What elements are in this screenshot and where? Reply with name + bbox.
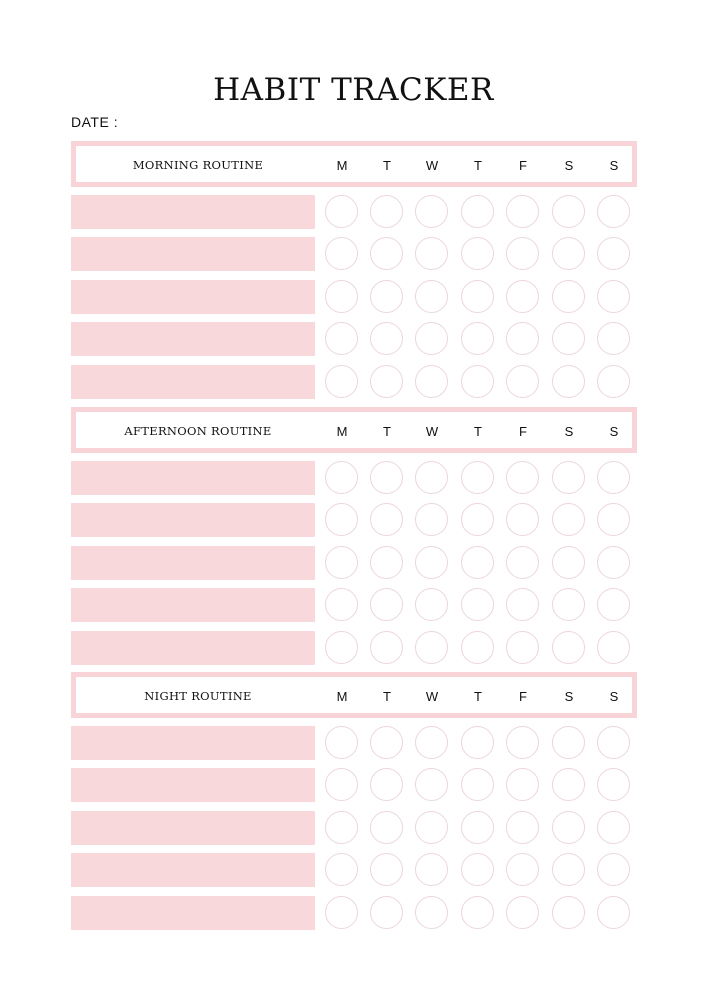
day-label-sun: S (609, 158, 619, 173)
day-checkbox-tue[interactable] (370, 322, 403, 355)
day-checkbox-mon[interactable] (325, 280, 358, 313)
day-checkbox-wed[interactable] (415, 237, 448, 270)
day-checkbox-fri[interactable] (506, 237, 539, 270)
day-checkbox-fri[interactable] (506, 461, 539, 494)
day-checkbox-wed[interactable] (415, 365, 448, 398)
day-checkbox-sat[interactable] (552, 503, 585, 536)
day-checkbox-sat[interactable] (552, 461, 585, 494)
habit-row (71, 365, 637, 399)
habit-row (71, 811, 637, 845)
habit-row (71, 896, 637, 930)
habit-row (71, 726, 637, 760)
habit-row (71, 461, 637, 495)
section-header (71, 141, 637, 187)
day-checkbox-wed[interactable] (415, 631, 448, 664)
habit-row (71, 631, 637, 665)
day-checkbox-tue[interactable] (370, 280, 403, 313)
day-checkbox-thu[interactable] (461, 237, 494, 270)
day-checkbox-fri[interactable] (506, 546, 539, 579)
habit-name-field[interactable] (71, 631, 315, 665)
habit-name-field[interactable] (71, 588, 315, 622)
day-checkbox-sat[interactable] (552, 280, 585, 313)
day-checkbox-mon[interactable] (325, 461, 358, 494)
day-checkbox-thu[interactable] (461, 322, 494, 355)
day-checkbox-fri[interactable] (506, 195, 539, 228)
day-checkbox-mon[interactable] (325, 322, 358, 355)
day-label-mon: M (336, 424, 348, 439)
day-checkbox-sun[interactable] (597, 726, 630, 759)
day-checkbox-tue[interactable] (370, 853, 403, 886)
day-checkbox-wed[interactable] (415, 768, 448, 801)
day-checkbox-thu[interactable] (461, 365, 494, 398)
day-checkbox-sat[interactable] (552, 896, 585, 929)
habit-row (71, 280, 637, 314)
day-label-tue: T (383, 424, 391, 439)
day-checkbox-tue[interactable] (370, 503, 403, 536)
day-checkbox-sun[interactable] (597, 503, 630, 536)
day-checkbox-thu[interactable] (461, 195, 494, 228)
habit-name-field[interactable] (71, 503, 315, 537)
day-checkbox-fri[interactable] (506, 365, 539, 398)
day-checkbox-wed[interactable] (415, 322, 448, 355)
day-checkbox-wed[interactable] (415, 588, 448, 621)
day-checkbox-tue[interactable] (370, 811, 403, 844)
day-label-tue: T (383, 689, 391, 704)
habit-name-field[interactable] (71, 365, 315, 399)
day-checkbox-fri[interactable] (506, 631, 539, 664)
habit-name-field[interactable] (71, 237, 315, 271)
section-title: AFTERNOON ROUTINE (124, 424, 272, 438)
habit-row (71, 853, 637, 887)
day-checkbox-sat[interactable] (552, 546, 585, 579)
day-checkbox-sat[interactable] (552, 365, 585, 398)
day-checkbox-thu[interactable] (461, 768, 494, 801)
day-checkbox-mon[interactable] (325, 588, 358, 621)
day-checkbox-sun[interactable] (597, 811, 630, 844)
day-checkbox-sun[interactable] (597, 280, 630, 313)
day-label-thu: T (474, 689, 482, 704)
day-checkbox-wed[interactable] (415, 726, 448, 759)
day-checkbox-sat[interactable] (552, 768, 585, 801)
day-label-wed: W (425, 689, 439, 704)
day-checkbox-sat[interactable] (552, 811, 585, 844)
day-label-wed: W (425, 158, 439, 173)
habit-row (71, 237, 637, 271)
day-checkbox-tue[interactable] (370, 726, 403, 759)
day-checkbox-wed[interactable] (415, 546, 448, 579)
day-checkbox-fri[interactable] (506, 896, 539, 929)
day-checkbox-wed[interactable] (415, 853, 448, 886)
day-checkbox-mon[interactable] (325, 726, 358, 759)
habit-name-field[interactable] (71, 768, 315, 802)
day-label-sat: S (564, 689, 574, 704)
day-checkbox-sun[interactable] (597, 322, 630, 355)
day-checkbox-tue[interactable] (370, 631, 403, 664)
day-checkbox-thu[interactable] (461, 853, 494, 886)
day-label-mon: M (336, 158, 348, 173)
day-checkbox-fri[interactable] (506, 726, 539, 759)
day-checkbox-thu[interactable] (461, 811, 494, 844)
day-label-mon: M (336, 689, 348, 704)
day-checkbox-thu[interactable] (461, 503, 494, 536)
section-title: MORNING ROUTINE (132, 158, 264, 172)
day-checkbox-mon[interactable] (325, 896, 358, 929)
day-label-sun: S (609, 424, 619, 439)
day-label-wed: W (425, 424, 439, 439)
day-checkbox-sun[interactable] (597, 896, 630, 929)
section-header (71, 407, 637, 453)
day-checkbox-mon[interactable] (325, 853, 358, 886)
day-checkbox-thu[interactable] (461, 280, 494, 313)
day-checkbox-sat[interactable] (552, 853, 585, 886)
habit-name-field[interactable] (71, 726, 315, 760)
day-checkbox-mon[interactable] (325, 811, 358, 844)
day-checkbox-fri[interactable] (506, 280, 539, 313)
day-checkbox-sat[interactable] (552, 631, 585, 664)
habit-row (71, 588, 637, 622)
habit-name-field[interactable] (71, 322, 315, 356)
day-checkbox-sun[interactable] (597, 365, 630, 398)
day-checkbox-sat[interactable] (552, 726, 585, 759)
day-checkbox-sun[interactable] (597, 546, 630, 579)
day-checkbox-tue[interactable] (370, 461, 403, 494)
day-checkbox-tue[interactable] (370, 546, 403, 579)
day-checkbox-mon[interactable] (325, 631, 358, 664)
date-label: DATE : (71, 114, 119, 130)
page-title: HABIT TRACKER (213, 72, 494, 108)
day-label-sat: S (564, 158, 574, 173)
habit-name-field[interactable] (71, 811, 315, 845)
day-checkbox-sat[interactable] (552, 195, 585, 228)
day-checkbox-thu[interactable] (461, 631, 494, 664)
day-checkbox-tue[interactable] (370, 195, 403, 228)
day-checkbox-thu[interactable] (461, 588, 494, 621)
section-header (71, 672, 637, 718)
day-checkbox-sun[interactable] (597, 195, 630, 228)
day-checkbox-wed[interactable] (415, 896, 448, 929)
day-checkbox-sat[interactable] (552, 237, 585, 270)
day-label-thu: T (474, 424, 482, 439)
day-checkbox-mon[interactable] (325, 237, 358, 270)
day-checkbox-thu[interactable] (461, 461, 494, 494)
day-checkbox-sun[interactable] (597, 768, 630, 801)
day-checkbox-sat[interactable] (552, 322, 585, 355)
day-checkbox-wed[interactable] (415, 195, 448, 228)
day-label-thu: T (474, 158, 482, 173)
day-checkbox-wed[interactable] (415, 811, 448, 844)
day-label-fri: F (519, 158, 527, 173)
day-checkbox-fri[interactable] (506, 811, 539, 844)
section-title: NIGHT ROUTINE (144, 689, 252, 703)
habit-name-field[interactable] (71, 853, 315, 887)
day-checkbox-sun[interactable] (597, 588, 630, 621)
day-checkbox-sun[interactable] (597, 461, 630, 494)
day-checkbox-tue[interactable] (370, 588, 403, 621)
day-checkbox-fri[interactable] (506, 853, 539, 886)
day-checkbox-fri[interactable] (506, 588, 539, 621)
day-checkbox-mon[interactable] (325, 546, 358, 579)
day-checkbox-fri[interactable] (506, 768, 539, 801)
day-label-tue: T (383, 158, 391, 173)
day-checkbox-sun[interactable] (597, 853, 630, 886)
day-checkbox-sun[interactable] (597, 237, 630, 270)
day-label-fri: F (519, 424, 527, 439)
day-checkbox-sat[interactable] (552, 588, 585, 621)
day-checkbox-thu[interactable] (461, 896, 494, 929)
day-checkbox-wed[interactable] (415, 280, 448, 313)
day-checkbox-mon[interactable] (325, 768, 358, 801)
day-checkbox-tue[interactable] (370, 237, 403, 270)
habit-name-field[interactable] (71, 546, 315, 580)
day-checkbox-thu[interactable] (461, 726, 494, 759)
day-checkbox-mon[interactable] (325, 503, 358, 536)
habit-name-field[interactable] (71, 195, 315, 229)
day-checkbox-tue[interactable] (370, 365, 403, 398)
habit-row (71, 195, 637, 229)
day-checkbox-wed[interactable] (415, 503, 448, 536)
habit-row (71, 546, 637, 580)
day-checkbox-tue[interactable] (370, 896, 403, 929)
day-checkbox-sun[interactable] (597, 631, 630, 664)
habit-name-field[interactable] (71, 280, 315, 314)
day-label-fri: F (519, 689, 527, 704)
day-label-sun: S (609, 689, 619, 704)
day-label-sat: S (564, 424, 574, 439)
habit-row (71, 322, 637, 356)
habit-name-field[interactable] (71, 461, 315, 495)
habit-row (71, 768, 637, 802)
habit-name-field[interactable] (71, 896, 315, 930)
habit-row (71, 503, 637, 537)
day-checkbox-wed[interactable] (415, 461, 448, 494)
day-checkbox-fri[interactable] (506, 503, 539, 536)
day-checkbox-tue[interactable] (370, 768, 403, 801)
day-checkbox-thu[interactable] (461, 546, 494, 579)
day-checkbox-mon[interactable] (325, 195, 358, 228)
day-checkbox-fri[interactable] (506, 322, 539, 355)
day-checkbox-mon[interactable] (325, 365, 358, 398)
